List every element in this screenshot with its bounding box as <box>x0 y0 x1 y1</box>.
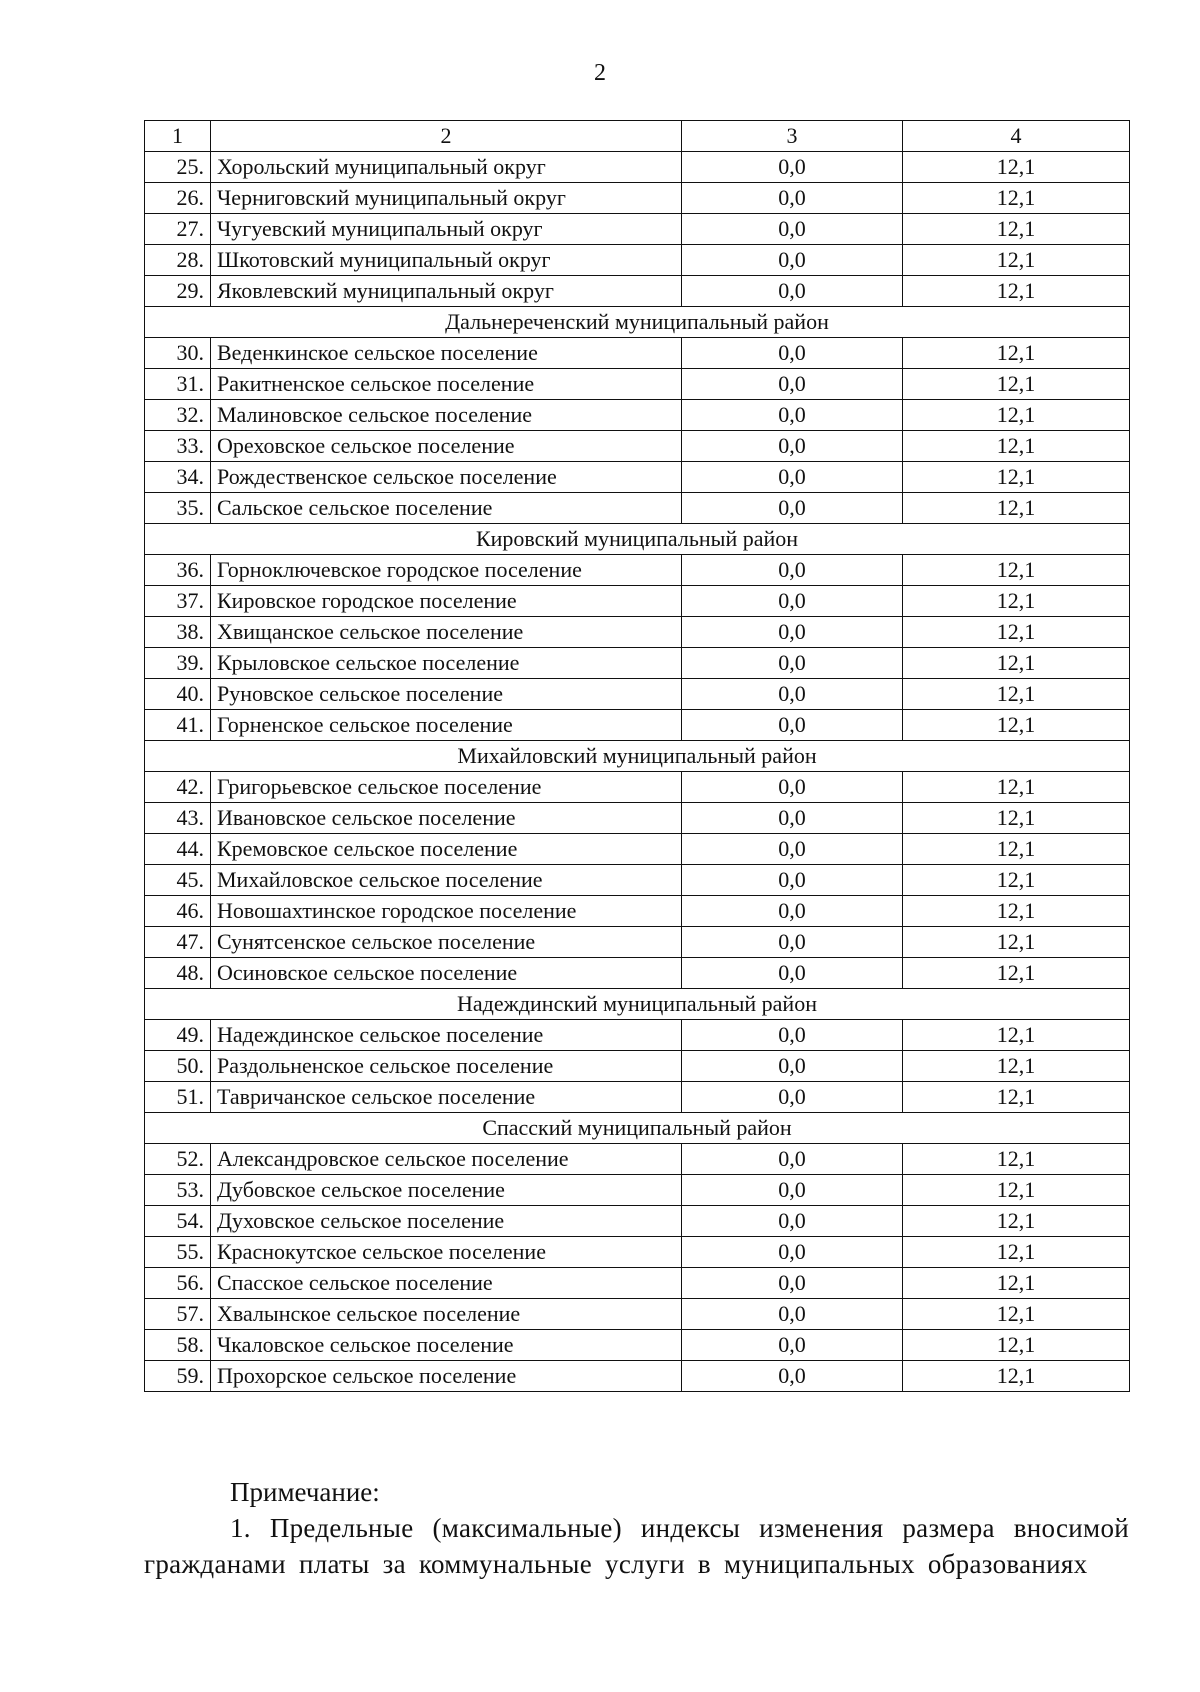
municipality-name: Чкаловское сельское поселение <box>211 1330 682 1361</box>
municipality-name: Григорьевское сельское поселение <box>211 772 682 803</box>
table-row <box>145 1144 1130 1175</box>
row-number: 40. <box>145 679 211 710</box>
municipality-name: Черниговский муниципальный округ <box>211 183 682 214</box>
value-col-4: 12,1 <box>903 896 1130 927</box>
row-number: 37. <box>145 586 211 617</box>
value-col-3: 0,0 <box>682 927 903 958</box>
note-title: Примечание: <box>230 1477 380 1507</box>
value-col-3: 0,0 <box>682 183 903 214</box>
municipality-name: Рождественское сельское поселение <box>211 462 682 493</box>
municipality-name: Осиновское сельское поселение <box>211 958 682 989</box>
row-number: 53. <box>145 1175 211 1206</box>
table-row <box>145 183 1130 214</box>
value-col-4: 12,1 <box>903 1268 1130 1299</box>
municipality-name: Чугуевский муниципальный округ <box>211 214 682 245</box>
row-number: 28. <box>145 245 211 276</box>
row-number: 41. <box>145 710 211 741</box>
table-row <box>145 896 1130 927</box>
table-row <box>145 431 1130 462</box>
value-col-3: 0,0 <box>682 1144 903 1175</box>
municipality-name: Хвищанское сельское поселение <box>211 617 682 648</box>
row-number: 29. <box>145 276 211 307</box>
value-col-3: 0,0 <box>682 1361 903 1392</box>
municipality-name: Ракитненское сельское поселение <box>211 369 682 400</box>
row-number: 34. <box>145 462 211 493</box>
row-number: 56. <box>145 1268 211 1299</box>
section-row <box>145 307 1130 338</box>
value-col-4: 12,1 <box>903 710 1130 741</box>
section-title: Надеждинский муниципальный район <box>145 989 1130 1020</box>
table-row <box>145 834 1130 865</box>
municipality-name: Кировское городское поселение <box>211 586 682 617</box>
table-row <box>145 1082 1130 1113</box>
value-col-3: 0,0 <box>682 493 903 524</box>
municipality-name: Надеждинское сельское поселение <box>211 1020 682 1051</box>
row-number: 43. <box>145 803 211 834</box>
value-col-3: 0,0 <box>682 462 903 493</box>
row-number: 55. <box>145 1237 211 1268</box>
table-body <box>145 121 1130 1392</box>
row-number: 31. <box>145 369 211 400</box>
row-number: 52. <box>145 1144 211 1175</box>
value-col-4: 12,1 <box>903 214 1130 245</box>
row-number: 46. <box>145 896 211 927</box>
table-row <box>145 214 1130 245</box>
table-row <box>145 152 1130 183</box>
table-row <box>145 865 1130 896</box>
municipality-name: Новошахтинское городское поселение <box>211 896 682 927</box>
value-col-4: 12,1 <box>903 1020 1130 1051</box>
table-row <box>145 462 1130 493</box>
section-title: Дальнереченский муниципальный район <box>145 307 1130 338</box>
value-col-3: 0,0 <box>682 865 903 896</box>
value-col-4: 12,1 <box>903 1361 1130 1392</box>
municipality-name: Дубовское сельское поселение <box>211 1175 682 1206</box>
municipality-name: Малиновское сельское поселение <box>211 400 682 431</box>
value-col-3: 0,0 <box>682 1237 903 1268</box>
row-number: 30. <box>145 338 211 369</box>
page-number: 2 <box>594 60 606 86</box>
table-row <box>145 1020 1130 1051</box>
value-col-4: 12,1 <box>903 462 1130 493</box>
value-col-4: 12,1 <box>903 834 1130 865</box>
row-number: 58. <box>145 1330 211 1361</box>
municipality-name: Веденкинское сельское поселение <box>211 338 682 369</box>
row-number: 35. <box>145 493 211 524</box>
value-col-3: 0,0 <box>682 1020 903 1051</box>
row-number: 51. <box>145 1082 211 1113</box>
section-row <box>145 524 1130 555</box>
municipality-name: Спасское сельское поселение <box>211 1268 682 1299</box>
municipality-name: Хорольский муниципальный округ <box>211 152 682 183</box>
value-col-3: 0,0 <box>682 617 903 648</box>
value-col-3: 0,0 <box>682 152 903 183</box>
value-col-3: 0,0 <box>682 1051 903 1082</box>
table-row <box>145 679 1130 710</box>
municipality-name: Яковлевский муниципальный округ <box>211 276 682 307</box>
value-col-4: 12,1 <box>903 152 1130 183</box>
table-row <box>145 493 1130 524</box>
row-number: 33. <box>145 431 211 462</box>
value-col-4: 12,1 <box>903 555 1130 586</box>
value-col-3: 0,0 <box>682 1268 903 1299</box>
value-col-4: 12,1 <box>903 493 1130 524</box>
value-col-3: 0,0 <box>682 1299 903 1330</box>
value-col-3: 0,0 <box>682 1330 903 1361</box>
value-col-4: 12,1 <box>903 617 1130 648</box>
row-number: 48. <box>145 958 211 989</box>
value-col-4: 12,1 <box>903 958 1130 989</box>
section-title: Кировский муниципальный район <box>145 524 1130 555</box>
value-col-4: 12,1 <box>903 1144 1130 1175</box>
row-number: 49. <box>145 1020 211 1051</box>
row-number: 32. <box>145 400 211 431</box>
row-number: 47. <box>145 927 211 958</box>
value-col-4: 12,1 <box>903 1206 1130 1237</box>
row-number: 54. <box>145 1206 211 1237</box>
table-row <box>145 1175 1130 1206</box>
table-row <box>145 400 1130 431</box>
row-number: 25. <box>145 152 211 183</box>
value-col-3: 0,0 <box>682 338 903 369</box>
table-row <box>145 648 1130 679</box>
value-col-4: 12,1 <box>903 1237 1130 1268</box>
value-col-3: 0,0 <box>682 400 903 431</box>
table-row <box>145 1051 1130 1082</box>
value-col-3: 0,0 <box>682 803 903 834</box>
table-row <box>145 555 1130 586</box>
section-row <box>145 1113 1130 1144</box>
value-col-3: 0,0 <box>682 555 903 586</box>
value-col-4: 12,1 <box>903 369 1130 400</box>
table-row <box>145 1330 1130 1361</box>
value-col-4: 12,1 <box>903 1299 1130 1330</box>
table-row <box>145 1299 1130 1330</box>
row-number: 26. <box>145 183 211 214</box>
value-col-4: 12,1 <box>903 772 1130 803</box>
table-row <box>145 1361 1130 1392</box>
municipality-name: Горноключевское городское поселение <box>211 555 682 586</box>
value-col-4: 12,1 <box>903 1082 1130 1113</box>
row-number: 36. <box>145 555 211 586</box>
table-row <box>145 617 1130 648</box>
table-row <box>145 772 1130 803</box>
value-col-3: 0,0 <box>682 958 903 989</box>
value-col-4: 12,1 <box>903 431 1130 462</box>
value-col-3: 0,0 <box>682 834 903 865</box>
municipality-name: Прохорское сельское поселение <box>211 1361 682 1392</box>
section-title: Михайловский муниципальный район <box>145 741 1130 772</box>
value-col-3: 0,0 <box>682 1082 903 1113</box>
header-col-4: 4 <box>903 121 1130 152</box>
row-number: 45. <box>145 865 211 896</box>
value-col-4: 12,1 <box>903 338 1130 369</box>
row-number: 44. <box>145 834 211 865</box>
value-col-4: 12,1 <box>903 400 1130 431</box>
table-row <box>145 710 1130 741</box>
municipality-name: Хвалынское сельское поселение <box>211 1299 682 1330</box>
value-col-3: 0,0 <box>682 369 903 400</box>
table-row <box>145 927 1130 958</box>
table-row <box>145 245 1130 276</box>
table-row <box>145 1268 1130 1299</box>
value-col-4: 12,1 <box>903 865 1130 896</box>
municipality-name: Горненское сельское поселение <box>211 710 682 741</box>
municipality-name: Шкотовский муниципальный округ <box>211 245 682 276</box>
municipality-name: Сунятсенское сельское поселение <box>211 927 682 958</box>
municipality-name: Крыловское сельское поселение <box>211 648 682 679</box>
row-number: 39. <box>145 648 211 679</box>
row-number: 42. <box>145 772 211 803</box>
value-col-4: 12,1 <box>903 183 1130 214</box>
municipality-name: Ореховское сельское поселение <box>211 431 682 462</box>
municipality-name: Александровское сельское поселение <box>211 1144 682 1175</box>
value-col-3: 0,0 <box>682 245 903 276</box>
value-col-3: 0,0 <box>682 710 903 741</box>
note-text: 1. Предельные (максимальные) индексы изменения размера вносимой гражданами платы за коммунальные услуги в муниципальных образованиях <box>144 1513 1129 1579</box>
section-title: Спасский муниципальный район <box>145 1113 1130 1144</box>
table-row <box>145 1206 1130 1237</box>
section-row <box>145 989 1130 1020</box>
value-col-3: 0,0 <box>682 586 903 617</box>
value-col-3: 0,0 <box>682 214 903 245</box>
municipality-name: Тавричанское сельское поселение <box>211 1082 682 1113</box>
municipality-name: Ивановское сельское поселение <box>211 803 682 834</box>
value-col-3: 0,0 <box>682 1206 903 1237</box>
value-col-4: 12,1 <box>903 586 1130 617</box>
value-col-3: 0,0 <box>682 276 903 307</box>
value-col-3: 0,0 <box>682 896 903 927</box>
municipality-name: Руновское сельское поселение <box>211 679 682 710</box>
value-col-3: 0,0 <box>682 1175 903 1206</box>
value-col-3: 0,0 <box>682 679 903 710</box>
value-col-3: 0,0 <box>682 648 903 679</box>
value-col-4: 12,1 <box>903 803 1130 834</box>
municipality-name: Духовское сельское поселение <box>211 1206 682 1237</box>
value-col-4: 12,1 <box>903 679 1130 710</box>
row-number: 38. <box>145 617 211 648</box>
value-col-4: 12,1 <box>903 1051 1130 1082</box>
value-col-4: 12,1 <box>903 1330 1130 1361</box>
value-col-4: 12,1 <box>903 245 1130 276</box>
section-row <box>145 741 1130 772</box>
row-number: 50. <box>145 1051 211 1082</box>
municipality-name: Краснокутское сельское поселение <box>211 1237 682 1268</box>
municipality-name: Кремовское сельское поселение <box>211 834 682 865</box>
row-number: 27. <box>145 214 211 245</box>
table-row <box>145 803 1130 834</box>
value-col-4: 12,1 <box>903 648 1130 679</box>
table-row <box>145 338 1130 369</box>
header-col-2: 2 <box>211 121 682 152</box>
value-col-4: 12,1 <box>903 1175 1130 1206</box>
value-col-4: 12,1 <box>903 927 1130 958</box>
indices-table <box>144 120 1130 1392</box>
row-number: 57. <box>145 1299 211 1330</box>
value-col-3: 0,0 <box>682 772 903 803</box>
value-col-3: 0,0 <box>682 431 903 462</box>
table-row <box>145 1237 1130 1268</box>
table-row <box>145 586 1130 617</box>
table-row <box>145 276 1130 307</box>
table-header-row <box>145 121 1130 152</box>
row-number: 59. <box>145 1361 211 1392</box>
header-col-1: 1 <box>145 121 211 152</box>
header-col-3: 3 <box>682 121 903 152</box>
table-row <box>145 958 1130 989</box>
municipality-name: Михайловское сельское поселение <box>211 865 682 896</box>
municipality-name: Сальское сельское поселение <box>211 493 682 524</box>
value-col-4: 12,1 <box>903 276 1130 307</box>
table-row <box>145 369 1130 400</box>
municipality-name: Раздольненское сельское поселение <box>211 1051 682 1082</box>
